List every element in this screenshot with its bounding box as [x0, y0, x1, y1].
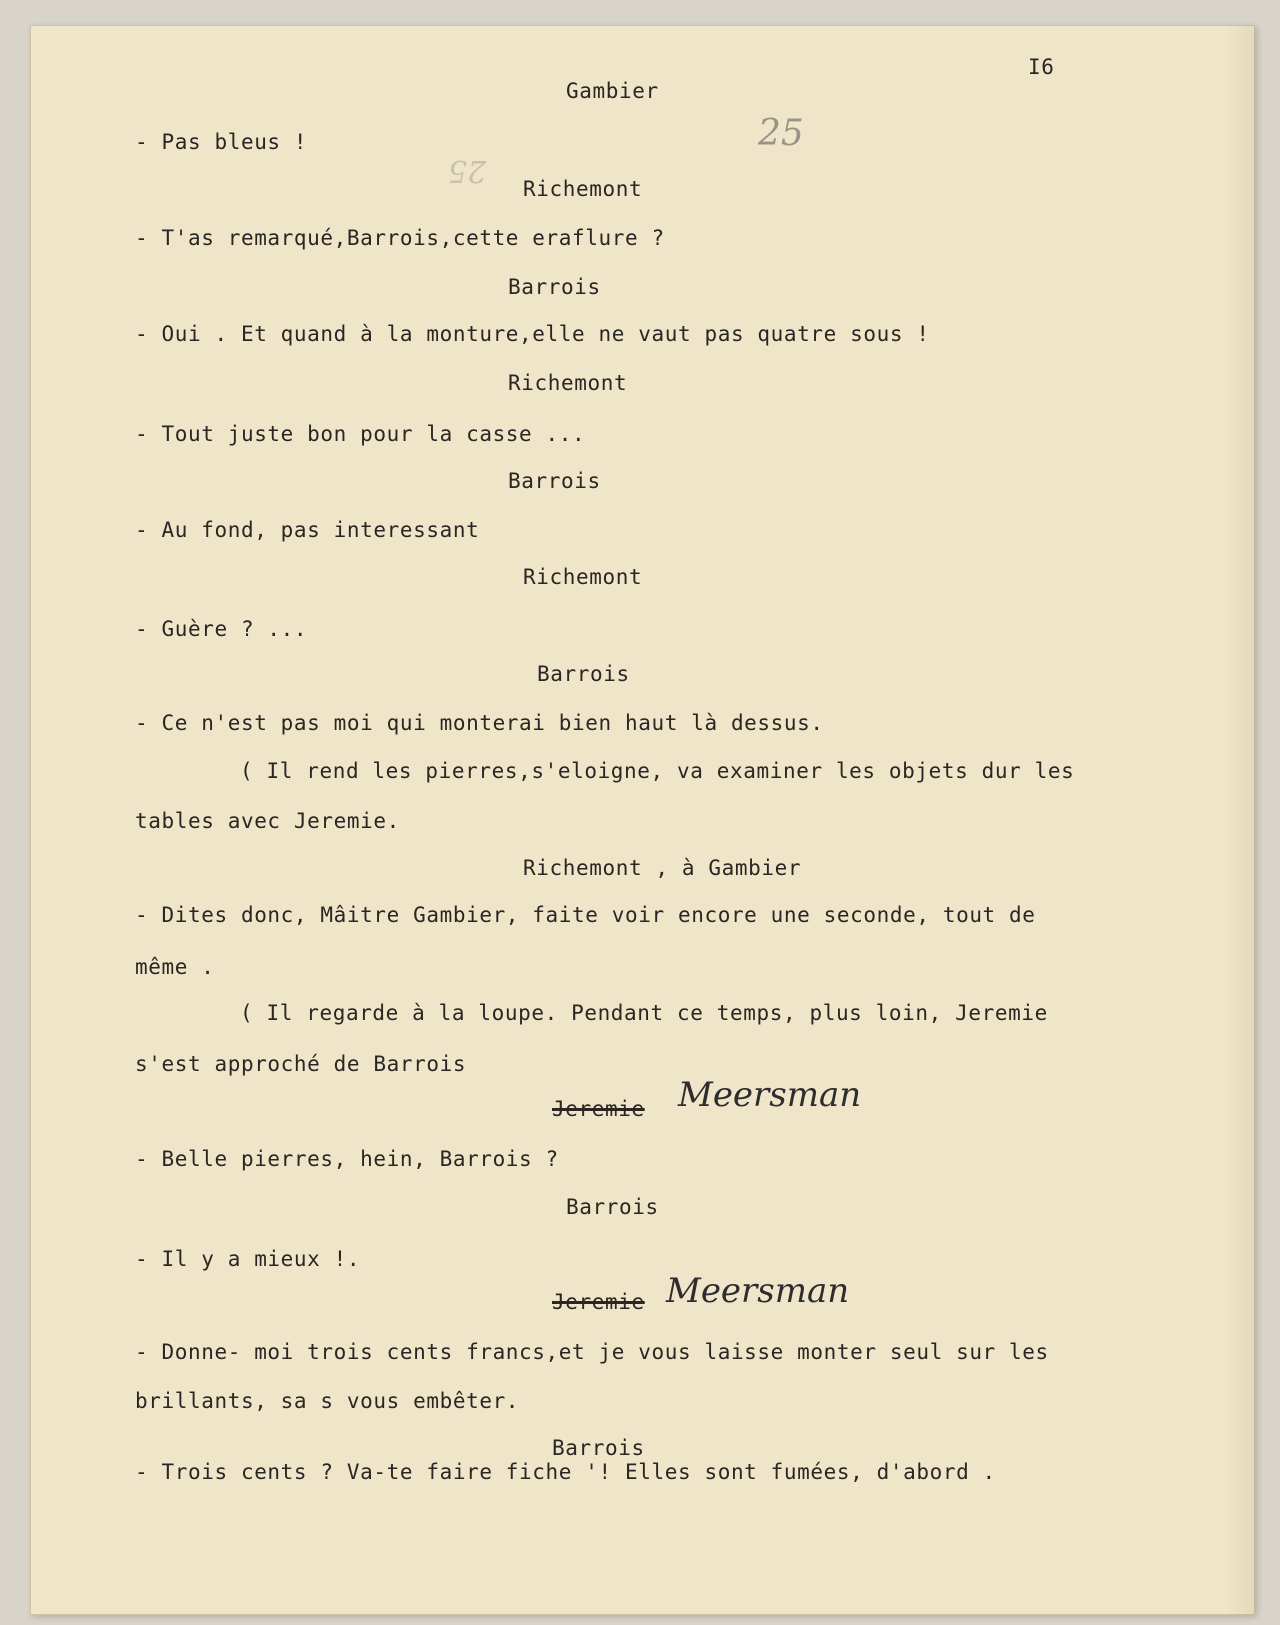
dialogue-line: - Pas bleus !	[135, 130, 308, 154]
dialogue-line: brillants, sa s vous embêter.	[135, 1389, 520, 1413]
dialogue-line: même .	[135, 955, 215, 979]
speaker-name: Richemont , à Gambier	[523, 856, 802, 880]
dialogue-line: - Dites donc, Mâitre Gambier, faite voir encore une seconde, tout de	[135, 903, 1036, 927]
typescript-page	[30, 25, 1255, 1615]
speaker-name: Barrois	[508, 275, 601, 299]
dialogue-line: - Au fond, pas interessant	[135, 518, 480, 542]
page-number: I6	[1028, 55, 1055, 79]
handwritten-correction: Meersman	[666, 1271, 850, 1311]
stage-direction: ( Il rend les pierres,s'eloigne, va examiner les objets dur les	[240, 759, 1075, 783]
stage-direction: ( Il regarde à la loupe. Pendant ce temps, plus loin, Jeremie	[240, 1001, 1048, 1025]
speaker-name: Richemont	[508, 371, 628, 395]
speaker-name: Gambier	[566, 79, 659, 103]
dialogue-line: - Donne- moi trois cents francs,et je vous laisse monter seul sur les	[135, 1340, 1049, 1364]
faint-folio-annotation: 25	[448, 153, 487, 188]
handwritten-correction: Meersman	[678, 1075, 862, 1115]
stage-direction: tables avec Jeremie.	[135, 809, 400, 833]
dialogue-line: - Trois cents ? Va-te faire fiche '! Elles sont fumées, d'abord .	[135, 1460, 996, 1484]
speaker-name: Richemont	[523, 177, 643, 201]
dialogue-line: - Tout juste bon pour la casse ...	[135, 422, 586, 446]
struck-speaker-name: Jeremie	[552, 1290, 645, 1314]
dialogue-line: - Ce n'est pas moi qui monterai bien haut là dessus.	[135, 711, 824, 735]
speaker-name: Barrois	[566, 1195, 659, 1219]
speaker-name: Barrois	[537, 662, 630, 686]
pencil-folio-annotation: 25	[758, 113, 804, 154]
struck-speaker-name: Jeremie	[552, 1097, 645, 1121]
speaker-name: Barrois	[552, 1436, 645, 1460]
dialogue-line: - Il y a mieux !.	[135, 1247, 361, 1271]
dialogue-line: - Guère ? ...	[135, 617, 308, 641]
stage-direction: s'est approché de Barrois	[135, 1052, 467, 1076]
speaker-name: Richemont	[523, 565, 643, 589]
dialogue-line: - Oui . Et quand à la monture,elle ne vaut pas quatre sous !	[135, 322, 930, 346]
dialogue-line: - Belle pierres, hein, Barrois ?	[135, 1147, 559, 1171]
dialogue-line: - T'as remarqué,Barrois,cette eraflure ?	[135, 226, 665, 250]
speaker-name: Barrois	[508, 469, 601, 493]
